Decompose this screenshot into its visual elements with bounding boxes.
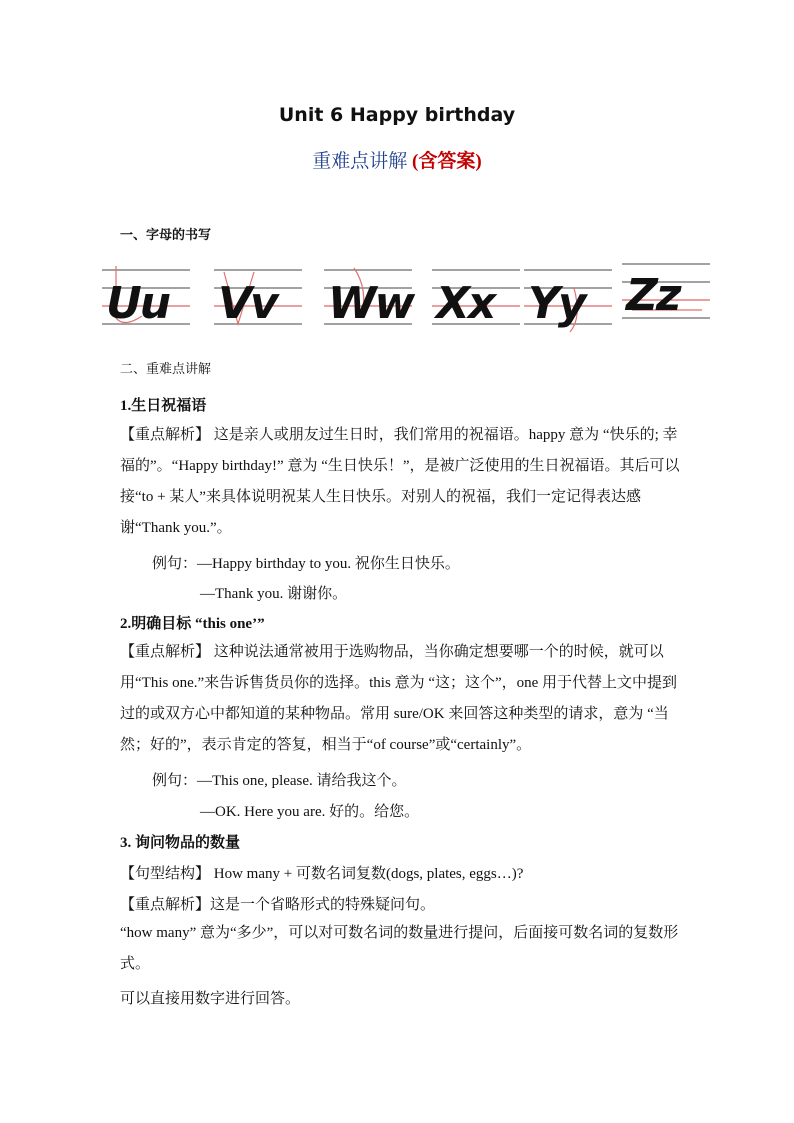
point1-example1: 例句：—Happy birthday to you. 祝你生日快乐。 <box>152 556 460 572</box>
point2-example2: —OK. Here you are. 好的。给您。 <box>200 804 420 820</box>
subtitle-answer: (含答案) <box>412 151 482 172</box>
point1-heading: 1.生日祝福语 <box>120 398 207 414</box>
section2-heading: 二、重难点讲解 <box>120 362 212 377</box>
letter-card-yy <box>524 258 612 340</box>
letter-glyph: Ww <box>328 278 414 329</box>
point3-analysis: 【重点解析】这是一个省略形式的特殊疑问句。 <box>120 897 436 913</box>
letter-glyph: Xx <box>436 278 495 329</box>
letter-glyph: Yy <box>528 278 585 329</box>
letter-card-uu <box>102 258 190 340</box>
page-title: Unit 6 Happy birthday <box>278 104 516 126</box>
page-subtitle <box>0 146 794 173</box>
point2-heading: 2.明确目标 “this one’” <box>120 616 265 632</box>
section1-heading: 一、字母的书写 <box>120 228 212 243</box>
subtitle-main: 重难点讲解 <box>312 151 408 172</box>
letter-writing-row <box>102 258 702 340</box>
point3-paragraph: “how many” 意为“多少”，可以对可数名词的数量进行提问，后面接可数名词的复数形式。 <box>120 925 679 972</box>
letter-card-zz <box>622 258 710 340</box>
letter-glyph: Vv <box>218 278 277 329</box>
letter-glyph: Zz <box>626 270 680 321</box>
letter-card-ww <box>324 258 412 340</box>
point1-paragraph: 【重点解析】 这是亲人或朋友过生日时，我们常用的祝福语。happy 意为 “快乐的; 幸福的”。“Happy birthday!” 意为 “生日快乐！”，是被广泛使用的生日祝福语。其后可以接“to + 某人”来具体说明祝某人生日快乐。对别人的祝福，我们一定记得表达感谢“Thank you.”。 <box>120 427 680 536</box>
letter-card-vv <box>214 258 302 340</box>
point3-structure: 【句型结构】 How many + 可数名词复数(dogs, plates, eggs…)? <box>120 866 524 882</box>
point1-example2: —Thank you. 谢谢你。 <box>200 586 348 602</box>
point3-last: 可以直接用数字进行回答。 <box>120 991 301 1007</box>
point2-example1: 例句：—This one, please. 请给我这个。 <box>152 773 407 789</box>
letter-card-xx <box>432 258 520 340</box>
point2-paragraph: 【重点解析】 这种说法通常被用于选购物品，当你确定想要哪一个的时候，就可以用“This one.”来告诉售货员你的选择。this 意为 “这；这个”，one 用于代替上文中提到过的或双方心中都知道的某种物品。常用 sure/OK 来回答这种类型的请求，意为 “当然；好的”，表示肯定的答复，相当于“of course”或“certainly”。 <box>120 644 678 753</box>
letter-glyph: Uu <box>106 278 170 329</box>
point3-heading: 3. 询问物品的数量 <box>120 835 241 851</box>
